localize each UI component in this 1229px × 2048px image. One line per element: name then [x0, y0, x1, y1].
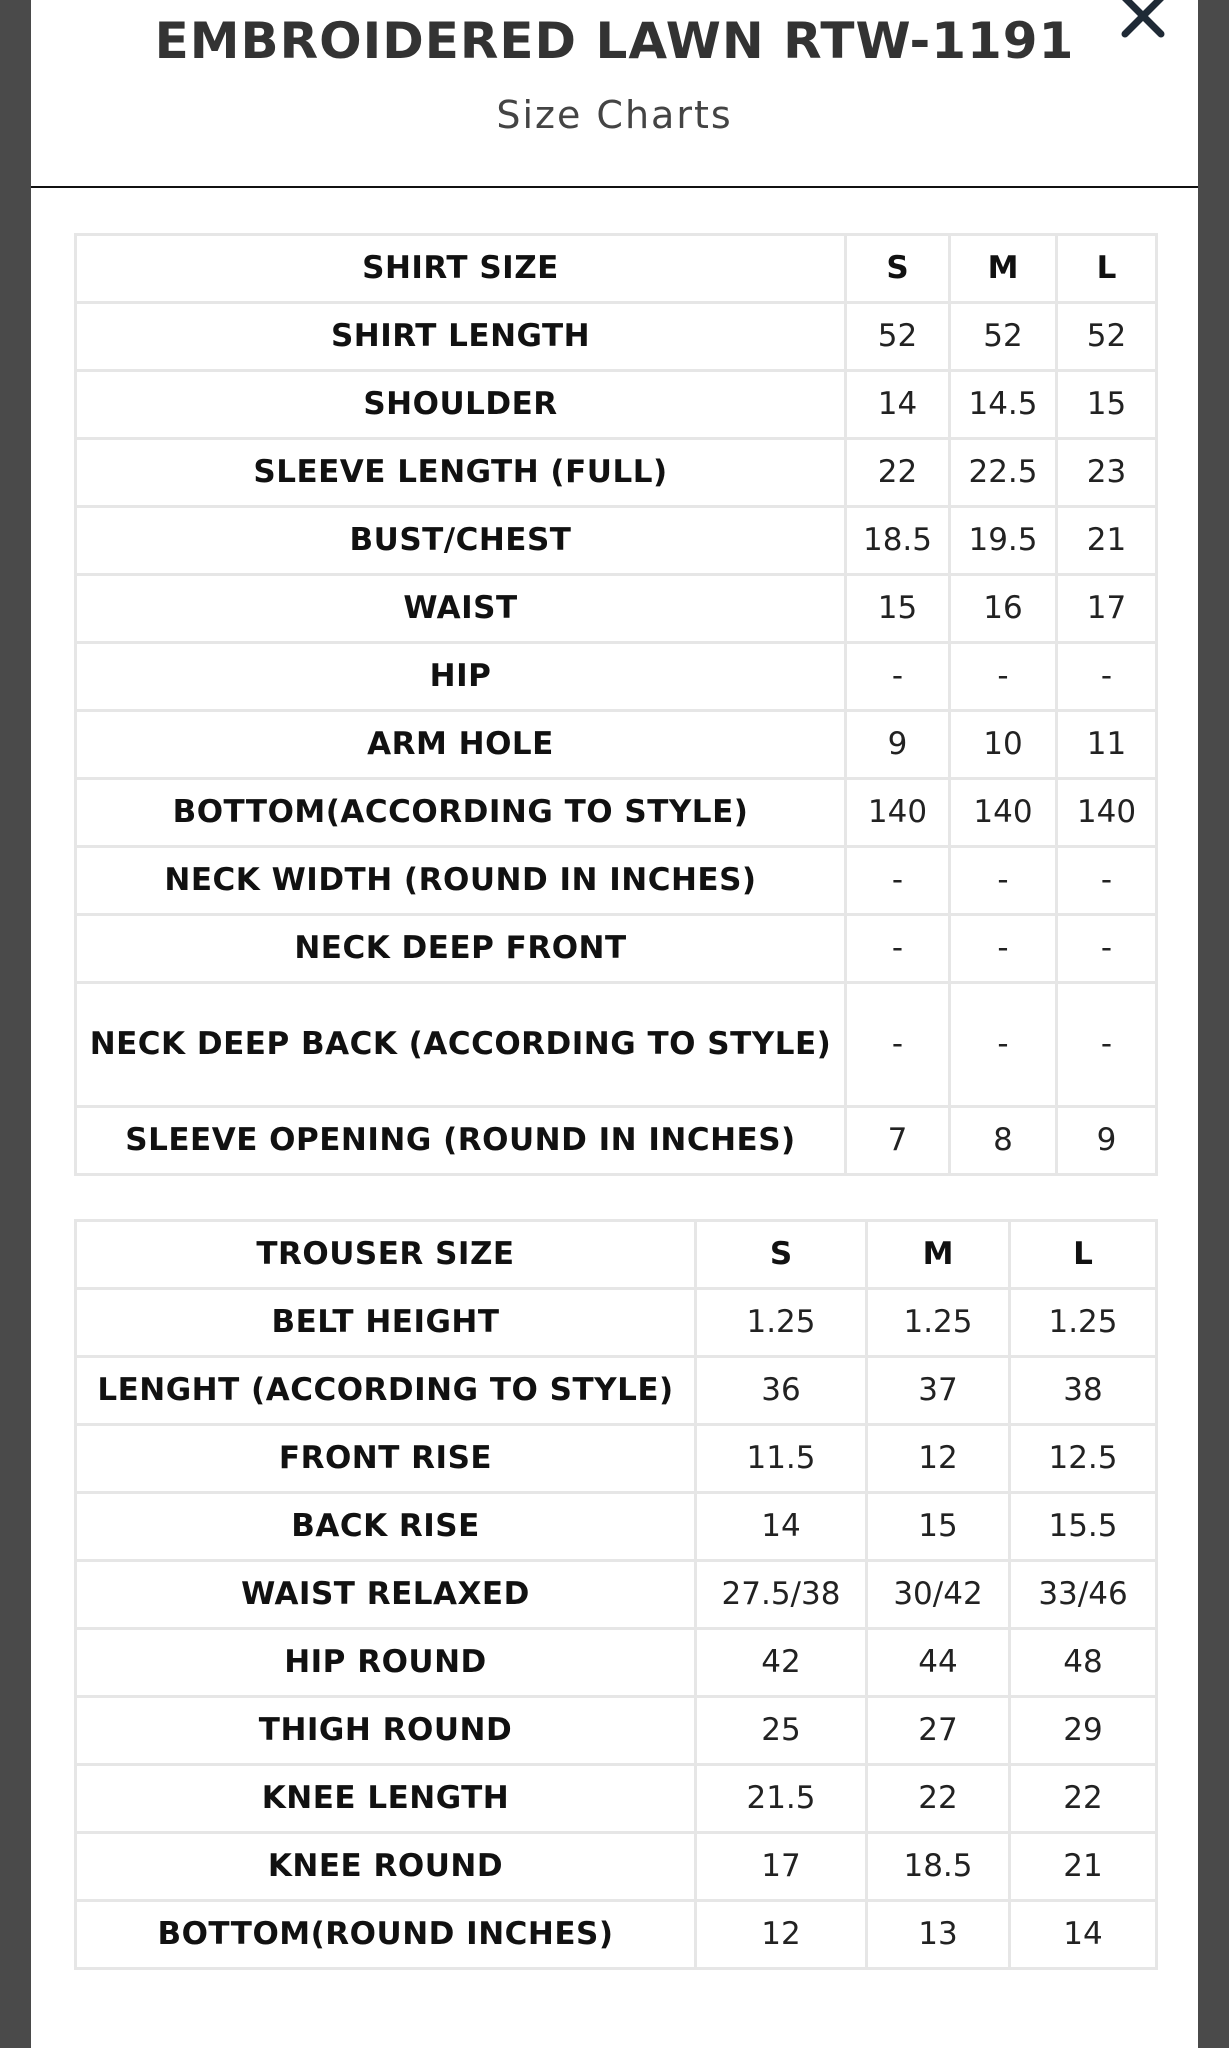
size-value: -: [1057, 983, 1157, 1107]
size-value: 14.5: [950, 371, 1057, 439]
table-row: [76, 1629, 1157, 1697]
modal-backdrop-right[interactable]: [1198, 0, 1229, 2048]
size-value: 52: [846, 303, 950, 371]
table-row: [76, 371, 1157, 439]
header-cell: SHIRT SIZE: [76, 235, 846, 303]
size-value: 42: [696, 1629, 867, 1697]
measurement-label: WAIST RELAXED: [76, 1561, 696, 1629]
table-row: [76, 779, 1157, 847]
measurement-label: KNEE LENGTH: [76, 1765, 696, 1833]
size-value: 17: [1057, 575, 1157, 643]
table-header-row: [76, 235, 1157, 303]
size-value: 22: [846, 439, 950, 507]
size-value: 1.25: [1010, 1289, 1157, 1357]
header-cell: M: [950, 235, 1057, 303]
measurement-label: ARM HOLE: [76, 711, 846, 779]
size-value: -: [846, 983, 950, 1107]
size-value: -: [1057, 915, 1157, 983]
size-value: 15.5: [1010, 1493, 1157, 1561]
size-value: 27.5/38: [696, 1561, 867, 1629]
modal-backdrop-left[interactable]: [0, 0, 31, 2048]
table-row: [76, 1425, 1157, 1493]
size-value: 23: [1057, 439, 1157, 507]
size-value: 22: [1010, 1765, 1157, 1833]
measurement-label: BACK RISE: [76, 1493, 696, 1561]
size-value: 13: [867, 1901, 1010, 1969]
size-value: 16: [950, 575, 1057, 643]
size-value: 14: [1010, 1901, 1157, 1969]
size-value: 7: [846, 1107, 950, 1175]
table-row: [76, 1493, 1157, 1561]
size-value: 17: [696, 1833, 867, 1901]
size-value: 8: [950, 1107, 1057, 1175]
size-value: 37: [867, 1357, 1010, 1425]
size-value: 33/46: [1010, 1561, 1157, 1629]
close-button[interactable]: [1113, 0, 1173, 50]
shirt-size-table: [74, 233, 1158, 1176]
measurement-label: SHOULDER: [76, 371, 846, 439]
size-value: 22.5: [950, 439, 1057, 507]
size-value: -: [1057, 643, 1157, 711]
size-value: 140: [1057, 779, 1157, 847]
table-row: [76, 1357, 1157, 1425]
measurement-label: HIP: [76, 643, 846, 711]
modal-subtitle: Size Charts: [496, 93, 733, 137]
size-value: 15: [867, 1493, 1010, 1561]
table-row: [76, 575, 1157, 643]
table-row: [76, 983, 1157, 1107]
header-cell: L: [1010, 1221, 1157, 1289]
measurement-label: SLEEVE LENGTH (FULL): [76, 439, 846, 507]
size-value: -: [950, 847, 1057, 915]
trouser-size-table: [74, 1219, 1158, 1970]
modal-header: [31, 0, 1198, 188]
measurement-label: WAIST: [76, 575, 846, 643]
header-cell: M: [867, 1221, 1010, 1289]
measurement-label: NECK WIDTH (ROUND IN INCHES): [76, 847, 846, 915]
size-value: 21.5: [696, 1765, 867, 1833]
size-value: -: [846, 643, 950, 711]
table-row: [76, 1107, 1157, 1175]
header-cell: S: [846, 235, 950, 303]
size-value: 48: [1010, 1629, 1157, 1697]
table-row: [76, 1901, 1157, 1969]
table-row: [76, 1833, 1157, 1901]
size-value: 12.5: [1010, 1425, 1157, 1493]
size-value: 140: [950, 779, 1057, 847]
measurement-label: BOTTOM(ROUND INCHES): [76, 1901, 696, 1969]
size-value: 12: [696, 1901, 867, 1969]
product-title: EMBROIDERED LAWN RTW-1191: [154, 12, 1075, 70]
size-value: 10: [950, 711, 1057, 779]
size-value: 1.25: [867, 1289, 1010, 1357]
size-value: 22: [867, 1765, 1010, 1833]
size-value: 14: [696, 1493, 867, 1561]
table-row: [76, 643, 1157, 711]
size-value: 25: [696, 1697, 867, 1765]
measurement-label: HIP ROUND: [76, 1629, 696, 1697]
size-value: 19.5: [950, 507, 1057, 575]
size-value: 21: [1010, 1833, 1157, 1901]
size-value: 52: [1057, 303, 1157, 371]
header-cell: TROUSER SIZE: [76, 1221, 696, 1289]
size-value: 12: [867, 1425, 1010, 1493]
size-value: 9: [846, 711, 950, 779]
size-value: -: [846, 847, 950, 915]
size-value: 15: [846, 575, 950, 643]
measurement-label: KNEE ROUND: [76, 1833, 696, 1901]
table-row: [76, 303, 1157, 371]
size-value: 44: [867, 1629, 1010, 1697]
measurement-label: SHIRT LENGTH: [76, 303, 846, 371]
measurement-label: NECK DEEP FRONT: [76, 915, 846, 983]
size-value: 21: [1057, 507, 1157, 575]
measurement-label: BOTTOM(ACCORDING TO STYLE): [76, 779, 846, 847]
header-cell: S: [696, 1221, 867, 1289]
size-value: 11.5: [696, 1425, 867, 1493]
size-value: 27: [867, 1697, 1010, 1765]
table-row: [76, 507, 1157, 575]
table-row: [76, 847, 1157, 915]
size-value: 38: [1010, 1357, 1157, 1425]
measurement-label: LENGHT (ACCORDING TO STYLE): [76, 1357, 696, 1425]
size-value: -: [950, 915, 1057, 983]
table-row: [76, 1765, 1157, 1833]
table-row: [76, 711, 1157, 779]
measurement-label: THIGH ROUND: [76, 1697, 696, 1765]
size-value: 18.5: [867, 1833, 1010, 1901]
size-value: 14: [846, 371, 950, 439]
size-value: 18.5: [846, 507, 950, 575]
size-value: 1.25: [696, 1289, 867, 1357]
size-value: 140: [846, 779, 950, 847]
measurement-label: FRONT RISE: [76, 1425, 696, 1493]
measurement-label: BELT HEIGHT: [76, 1289, 696, 1357]
table-row: [76, 1561, 1157, 1629]
size-value: 15: [1057, 371, 1157, 439]
table-row: [76, 1289, 1157, 1357]
measurement-label: NECK DEEP BACK (ACCORDING TO STYLE): [76, 983, 846, 1107]
size-value: -: [950, 983, 1057, 1107]
size-value: 52: [950, 303, 1057, 371]
table-row: [76, 1697, 1157, 1765]
size-value: 30/42: [867, 1561, 1010, 1629]
close-icon: [1113, 0, 1173, 50]
measurement-label: BUST/CHEST: [76, 507, 846, 575]
header-cell: L: [1057, 235, 1157, 303]
size-value: -: [950, 643, 1057, 711]
size-value: 11: [1057, 711, 1157, 779]
size-value: -: [846, 915, 950, 983]
table-row: [76, 915, 1157, 983]
table-header-row: [76, 1221, 1157, 1289]
size-chart-modal: [31, 0, 1198, 2048]
size-value: -: [1057, 847, 1157, 915]
measurement-label: SLEEVE OPENING (ROUND IN INCHES): [76, 1107, 846, 1175]
size-value: 29: [1010, 1697, 1157, 1765]
size-value: 36: [696, 1357, 867, 1425]
size-value: 9: [1057, 1107, 1157, 1175]
table-row: [76, 439, 1157, 507]
